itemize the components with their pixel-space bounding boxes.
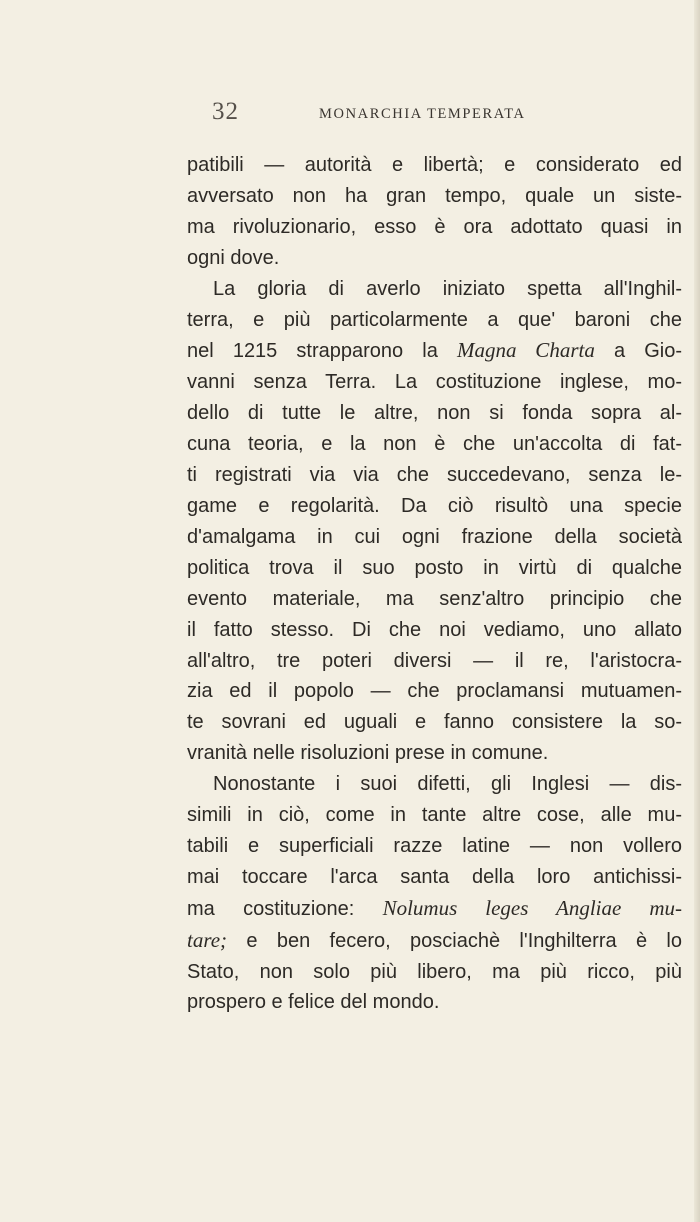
text-line: simili in ciò, come in tante altre cose, alle mu-	[187, 804, 682, 827]
text-line: politica trova il suo posto in virtù di qualche	[187, 556, 682, 579]
paragraph-2	[187, 274, 682, 770]
text-line: ma costituzione: Nolumus leges Angliae mu-	[187, 895, 682, 920]
text-line: ogni dove.	[187, 246, 280, 269]
text-line: vanni senza Terra. La costituzione inglese, mo-	[187, 371, 682, 394]
text-line: La gloria di averlo iniziato spetta all'Inghil-	[213, 277, 682, 300]
page-number: 32	[212, 98, 239, 125]
running-title: MONARCHIA TEMPERATA	[319, 106, 526, 122]
paragraph-3	[187, 769, 682, 1018]
text-line: Stato, non solo più libero, ma più ricco, più	[187, 960, 682, 983]
body-text	[187, 150, 682, 1018]
text-line: ma rivoluzionario, esso è ora adottato quasi in	[187, 215, 682, 238]
text-line: prospero e felice del mondo.	[187, 991, 440, 1014]
text-line: nel 1215 strapparono la Magna Charta a Gio-	[187, 338, 682, 363]
text-line: d'amalgama in cui ogni frazione della società	[187, 525, 682, 548]
text-line: ti registrati via via che succedevano, senza le-	[187, 464, 682, 487]
text-line: cuna teoria, e la non è che un'accolta di fat-	[187, 433, 682, 456]
text-line: all'altro, tre poteri diversi — il re, l'aristocra-	[187, 649, 682, 672]
text-line: patibili — autorità e libertà; e considerato ed	[187, 154, 682, 176]
text-line: te sovrani ed uguali e fanno consistere la so-	[187, 711, 682, 734]
italic-latin-quote: Nolumus leges Angliae mu-	[382, 895, 682, 920]
italic-magna-charta: Magna Charta	[457, 338, 595, 363]
text-line: mai toccare l'arca santa della loro antichissi-	[187, 865, 682, 888]
page-edge-shadow	[694, 0, 700, 1222]
text-line: terra, e più particolarmente a que' baroni che	[187, 308, 682, 331]
running-head	[187, 98, 682, 128]
text-line: vranità nelle risoluzioni prese in comune.	[187, 742, 549, 765]
text-line: tabili e superficiali razze latine — non vollero	[187, 834, 682, 857]
text-line: dello di tutte le altre, non si fonda sopra al-	[187, 402, 682, 425]
text-line: il fatto stesso. Di che noi vediamo, uno allato	[187, 618, 682, 641]
text-line: zia ed il popolo — che proclamansi mutuamen-	[187, 680, 682, 703]
text-line: avversato non ha gran tempo, quale un siste-	[187, 184, 682, 207]
italic-latin-quote-end: tare;	[187, 927, 228, 952]
text-line: tare; e ben fecero, posciachè l'Inghilterra è lo	[187, 927, 682, 952]
text-line: Nonostante i suoi difetti, gli Inglesi — dis-	[213, 773, 682, 796]
text-line: evento materiale, ma senz'altro principio che	[187, 587, 682, 610]
paragraph-1	[187, 150, 682, 274]
text-line: game e regolarità. Da ciò risultò una specie	[187, 494, 682, 517]
